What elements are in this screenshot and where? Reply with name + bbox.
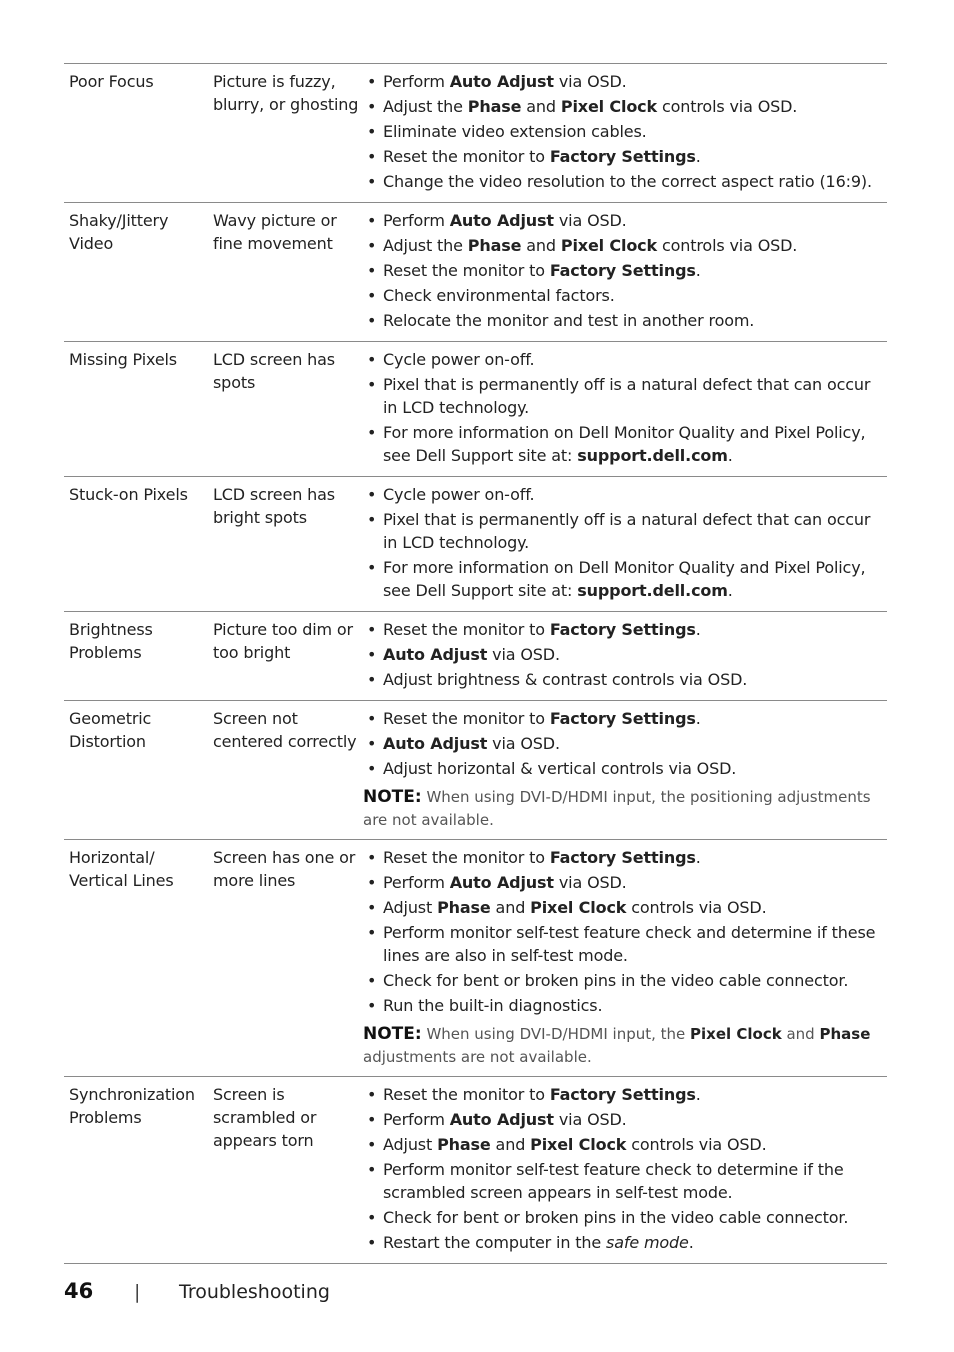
problem-cell: Stuck-on Pixels bbox=[69, 485, 188, 504]
text-segment: Check for bent or broken pins in the video cable connector. bbox=[383, 971, 849, 990]
text-segment: For more information on Dell Monitor Quality and Pixel Policy, see Dell Support site at: bbox=[383, 423, 866, 465]
text-segment: Reset the monitor to bbox=[383, 1085, 550, 1104]
text-segment: Eliminate video extension cables. bbox=[383, 122, 647, 141]
text-segment: . bbox=[688, 1233, 694, 1252]
bold-text: Auto Adjust bbox=[449, 1110, 554, 1129]
table-row bbox=[64, 1077, 887, 1264]
note-label: NOTE: bbox=[363, 787, 422, 807]
solution-cell bbox=[359, 618, 887, 693]
text-segment: . bbox=[727, 446, 733, 465]
note-text bbox=[363, 1023, 887, 1069]
text-segment: Restart the computer in the bbox=[383, 1233, 607, 1252]
bold-text: Phase bbox=[819, 1025, 871, 1043]
text-segment: Pixel that is permanently off is a natural defect that can occur in LCD technology. bbox=[383, 510, 871, 552]
solution-item bbox=[363, 259, 887, 282]
solution-cell bbox=[359, 707, 887, 832]
solution-cell bbox=[359, 209, 887, 334]
text-segment: Run the built-in diagnostics. bbox=[383, 996, 603, 1015]
bold-text: Phase bbox=[437, 1135, 491, 1154]
bold-text: Auto Adjust bbox=[449, 873, 554, 892]
text-segment: Adjust horizontal & vertical controls via OSD. bbox=[383, 759, 737, 778]
bold-text: Factory Settings bbox=[549, 261, 696, 280]
text-segment: Reset the monitor to bbox=[383, 261, 550, 280]
text-segment: . bbox=[695, 147, 701, 166]
solution-item bbox=[363, 1108, 887, 1131]
solution-item bbox=[363, 170, 887, 193]
bold-text: Factory Settings bbox=[549, 620, 696, 639]
text-segment: via OSD. bbox=[553, 1110, 627, 1129]
solution-item bbox=[363, 1083, 887, 1106]
bold-text: Factory Settings bbox=[549, 147, 696, 166]
solution-list bbox=[363, 348, 887, 467]
solution-item bbox=[363, 707, 887, 730]
symptom-cell: LCD screen has spots bbox=[213, 350, 335, 392]
bold-text: Auto Adjust bbox=[449, 211, 554, 230]
text-segment: Adjust brightness & contrast controls via OSD. bbox=[383, 670, 748, 689]
solution-list bbox=[363, 846, 887, 1017]
bold-text: Auto Adjust bbox=[383, 645, 488, 664]
text-segment: and bbox=[490, 898, 531, 917]
symptom-cell: Picture too dim or too bright bbox=[213, 620, 353, 662]
text-segment: Perform bbox=[383, 873, 450, 892]
text-segment: . bbox=[695, 709, 701, 728]
bold-text: Factory Settings bbox=[549, 709, 696, 728]
text-segment: Adjust bbox=[383, 1135, 438, 1154]
text-segment: via OSD. bbox=[553, 211, 627, 230]
solution-list bbox=[363, 1083, 887, 1254]
symptom-cell: Screen is scrambled or appears torn bbox=[213, 1085, 317, 1150]
bold-text: Phase bbox=[467, 97, 522, 116]
text-segment: and bbox=[490, 1135, 531, 1154]
problem-cell: Poor Focus bbox=[69, 72, 154, 91]
solution-item bbox=[363, 994, 887, 1017]
text-segment: . bbox=[695, 620, 701, 639]
text-segment: . bbox=[695, 848, 701, 867]
bold-text: Phase bbox=[467, 236, 522, 255]
note-label: NOTE: bbox=[363, 1024, 422, 1044]
solution-list bbox=[363, 209, 887, 332]
table-row bbox=[64, 64, 887, 203]
solution-item bbox=[363, 757, 887, 780]
problem-cell: Shaky/Jittery Video bbox=[69, 211, 169, 253]
symptom-cell: Wavy picture or fine movement bbox=[213, 211, 337, 253]
table-row bbox=[64, 477, 887, 612]
page-number: 46 bbox=[64, 1279, 94, 1303]
problem-cell: Synchronization Problems bbox=[69, 1085, 195, 1127]
solution-item bbox=[363, 556, 887, 602]
bold-text: Pixel Clock bbox=[530, 898, 627, 917]
problem-cell: Brightness Problems bbox=[69, 620, 153, 662]
solution-item bbox=[363, 969, 887, 992]
text-segment: Perform bbox=[383, 72, 450, 91]
solution-item bbox=[363, 508, 887, 554]
text-segment: . bbox=[727, 581, 733, 600]
solution-cell bbox=[359, 483, 887, 604]
text-segment: Adjust bbox=[383, 898, 438, 917]
text-segment: Relocate the monitor and test in another room. bbox=[383, 311, 755, 330]
solution-item bbox=[363, 668, 887, 691]
symptom-cell: Screen has one or more lines bbox=[213, 848, 356, 890]
symptom-cell: Screen not centered correctly bbox=[213, 709, 357, 751]
bold-text: Pixel Clock bbox=[690, 1025, 782, 1043]
solution-item bbox=[363, 896, 887, 919]
troubleshooting-table bbox=[64, 63, 887, 1264]
solution-list bbox=[363, 707, 887, 780]
solution-item bbox=[363, 1206, 887, 1229]
text-segment: Check for bent or broken pins in the video cable connector. bbox=[383, 1208, 849, 1227]
text-segment: . bbox=[695, 1085, 701, 1104]
text-segment: via OSD. bbox=[487, 734, 560, 753]
footer-separator: | bbox=[134, 1281, 141, 1303]
symptom-cell: LCD screen has bright spots bbox=[213, 485, 335, 527]
text-segment: controls via OSD. bbox=[657, 97, 798, 116]
solution-list bbox=[363, 483, 887, 602]
solution-item bbox=[363, 348, 887, 371]
text-segment: and bbox=[521, 236, 561, 255]
bold-text: Phase bbox=[437, 898, 491, 917]
solution-item bbox=[363, 209, 887, 232]
solution-cell bbox=[359, 846, 887, 1069]
text-segment: Adjust the bbox=[383, 236, 468, 255]
problem-cell: Horizontal/ Vertical Lines bbox=[69, 848, 174, 890]
text-segment: For more information on Dell Monitor Quality and Pixel Policy, see Dell Support site at: bbox=[383, 558, 866, 600]
solution-cell bbox=[359, 348, 887, 469]
solution-item bbox=[363, 1133, 887, 1156]
text-segment: Perform monitor self-test feature check to determine if the scrambled screen appears in self-test mode. bbox=[383, 1160, 844, 1202]
solution-item bbox=[363, 1231, 887, 1254]
solution-list bbox=[363, 618, 887, 691]
table-row bbox=[64, 203, 887, 342]
text-segment: adjustments are not available. bbox=[363, 1048, 592, 1066]
solution-item bbox=[363, 732, 887, 755]
bold-text: support.dell.com bbox=[577, 446, 728, 465]
solution-item bbox=[363, 373, 887, 419]
bold-text: Auto Adjust bbox=[383, 734, 488, 753]
note-text bbox=[363, 786, 887, 832]
text-segment: Check environmental factors. bbox=[383, 286, 615, 305]
solution-item bbox=[363, 921, 887, 967]
solution-item bbox=[363, 70, 887, 93]
text-segment: controls via OSD. bbox=[626, 1135, 767, 1154]
bold-text: Pixel Clock bbox=[530, 1135, 627, 1154]
bold-text: Factory Settings bbox=[549, 848, 696, 867]
text-segment: When using DVI-D/HDMI input, the bbox=[421, 1025, 691, 1043]
solution-list bbox=[363, 70, 887, 193]
solution-item bbox=[363, 421, 887, 467]
solution-item bbox=[363, 234, 887, 257]
text-segment: Reset the monitor to bbox=[383, 848, 550, 867]
solution-item bbox=[363, 1158, 887, 1204]
solution-item bbox=[363, 618, 887, 641]
text-segment: controls via OSD. bbox=[657, 236, 798, 255]
bold-text: Auto Adjust bbox=[449, 72, 554, 91]
solution-item bbox=[363, 846, 887, 869]
table-row bbox=[64, 342, 887, 477]
text-segment: Reset the monitor to bbox=[383, 147, 550, 166]
text-segment: Perform bbox=[383, 1110, 450, 1129]
text-segment: Change the video resolution to the correct aspect ratio (16:9). bbox=[383, 172, 872, 191]
text-segment: . bbox=[695, 261, 701, 280]
solution-item bbox=[363, 483, 887, 506]
text-segment: Adjust the bbox=[383, 97, 468, 116]
text-segment: Reset the monitor to bbox=[383, 709, 550, 728]
solution-cell bbox=[359, 1083, 887, 1256]
text-segment: Cycle power on-off. bbox=[383, 485, 535, 504]
symptom-cell: Picture is fuzzy, blurry, or ghosting bbox=[213, 72, 359, 114]
table-row bbox=[64, 701, 887, 840]
bold-text: Pixel Clock bbox=[560, 236, 658, 255]
solution-item bbox=[363, 284, 887, 307]
solution-cell bbox=[359, 70, 887, 195]
table-row bbox=[64, 612, 887, 701]
italic-text: safe mode bbox=[606, 1233, 689, 1252]
text-segment: Perform bbox=[383, 211, 450, 230]
solution-item bbox=[363, 95, 887, 118]
page-footer bbox=[64, 1279, 464, 1309]
problem-cell: Missing Pixels bbox=[69, 350, 177, 369]
solution-item bbox=[363, 145, 887, 168]
text-segment: via OSD. bbox=[487, 645, 560, 664]
text-segment: controls via OSD. bbox=[626, 898, 767, 917]
solution-item bbox=[363, 871, 887, 894]
solution-item bbox=[363, 643, 887, 666]
text-segment: When using DVI-D/HDMI input, the positioning adjustments are not available. bbox=[363, 788, 871, 829]
text-segment: via OSD. bbox=[553, 72, 627, 91]
solution-item bbox=[363, 309, 887, 332]
footer-section-title: Troubleshooting bbox=[179, 1281, 330, 1303]
problem-cell: Geometric Distortion bbox=[69, 709, 152, 751]
text-segment: Reset the monitor to bbox=[383, 620, 550, 639]
text-segment: Pixel that is permanently off is a natural defect that can occur in LCD technology. bbox=[383, 375, 871, 417]
text-segment: via OSD. bbox=[553, 873, 627, 892]
solution-item bbox=[363, 120, 887, 143]
text-segment: Perform monitor self-test feature check and determine if these lines are also in self-test mode. bbox=[383, 923, 876, 965]
text-segment: and bbox=[781, 1025, 820, 1043]
bold-text: support.dell.com bbox=[577, 581, 728, 600]
text-segment: Cycle power on-off. bbox=[383, 350, 535, 369]
text-segment: and bbox=[521, 97, 561, 116]
table-row bbox=[64, 840, 887, 1077]
bold-text: Factory Settings bbox=[549, 1085, 696, 1104]
bold-text: Pixel Clock bbox=[560, 97, 658, 116]
